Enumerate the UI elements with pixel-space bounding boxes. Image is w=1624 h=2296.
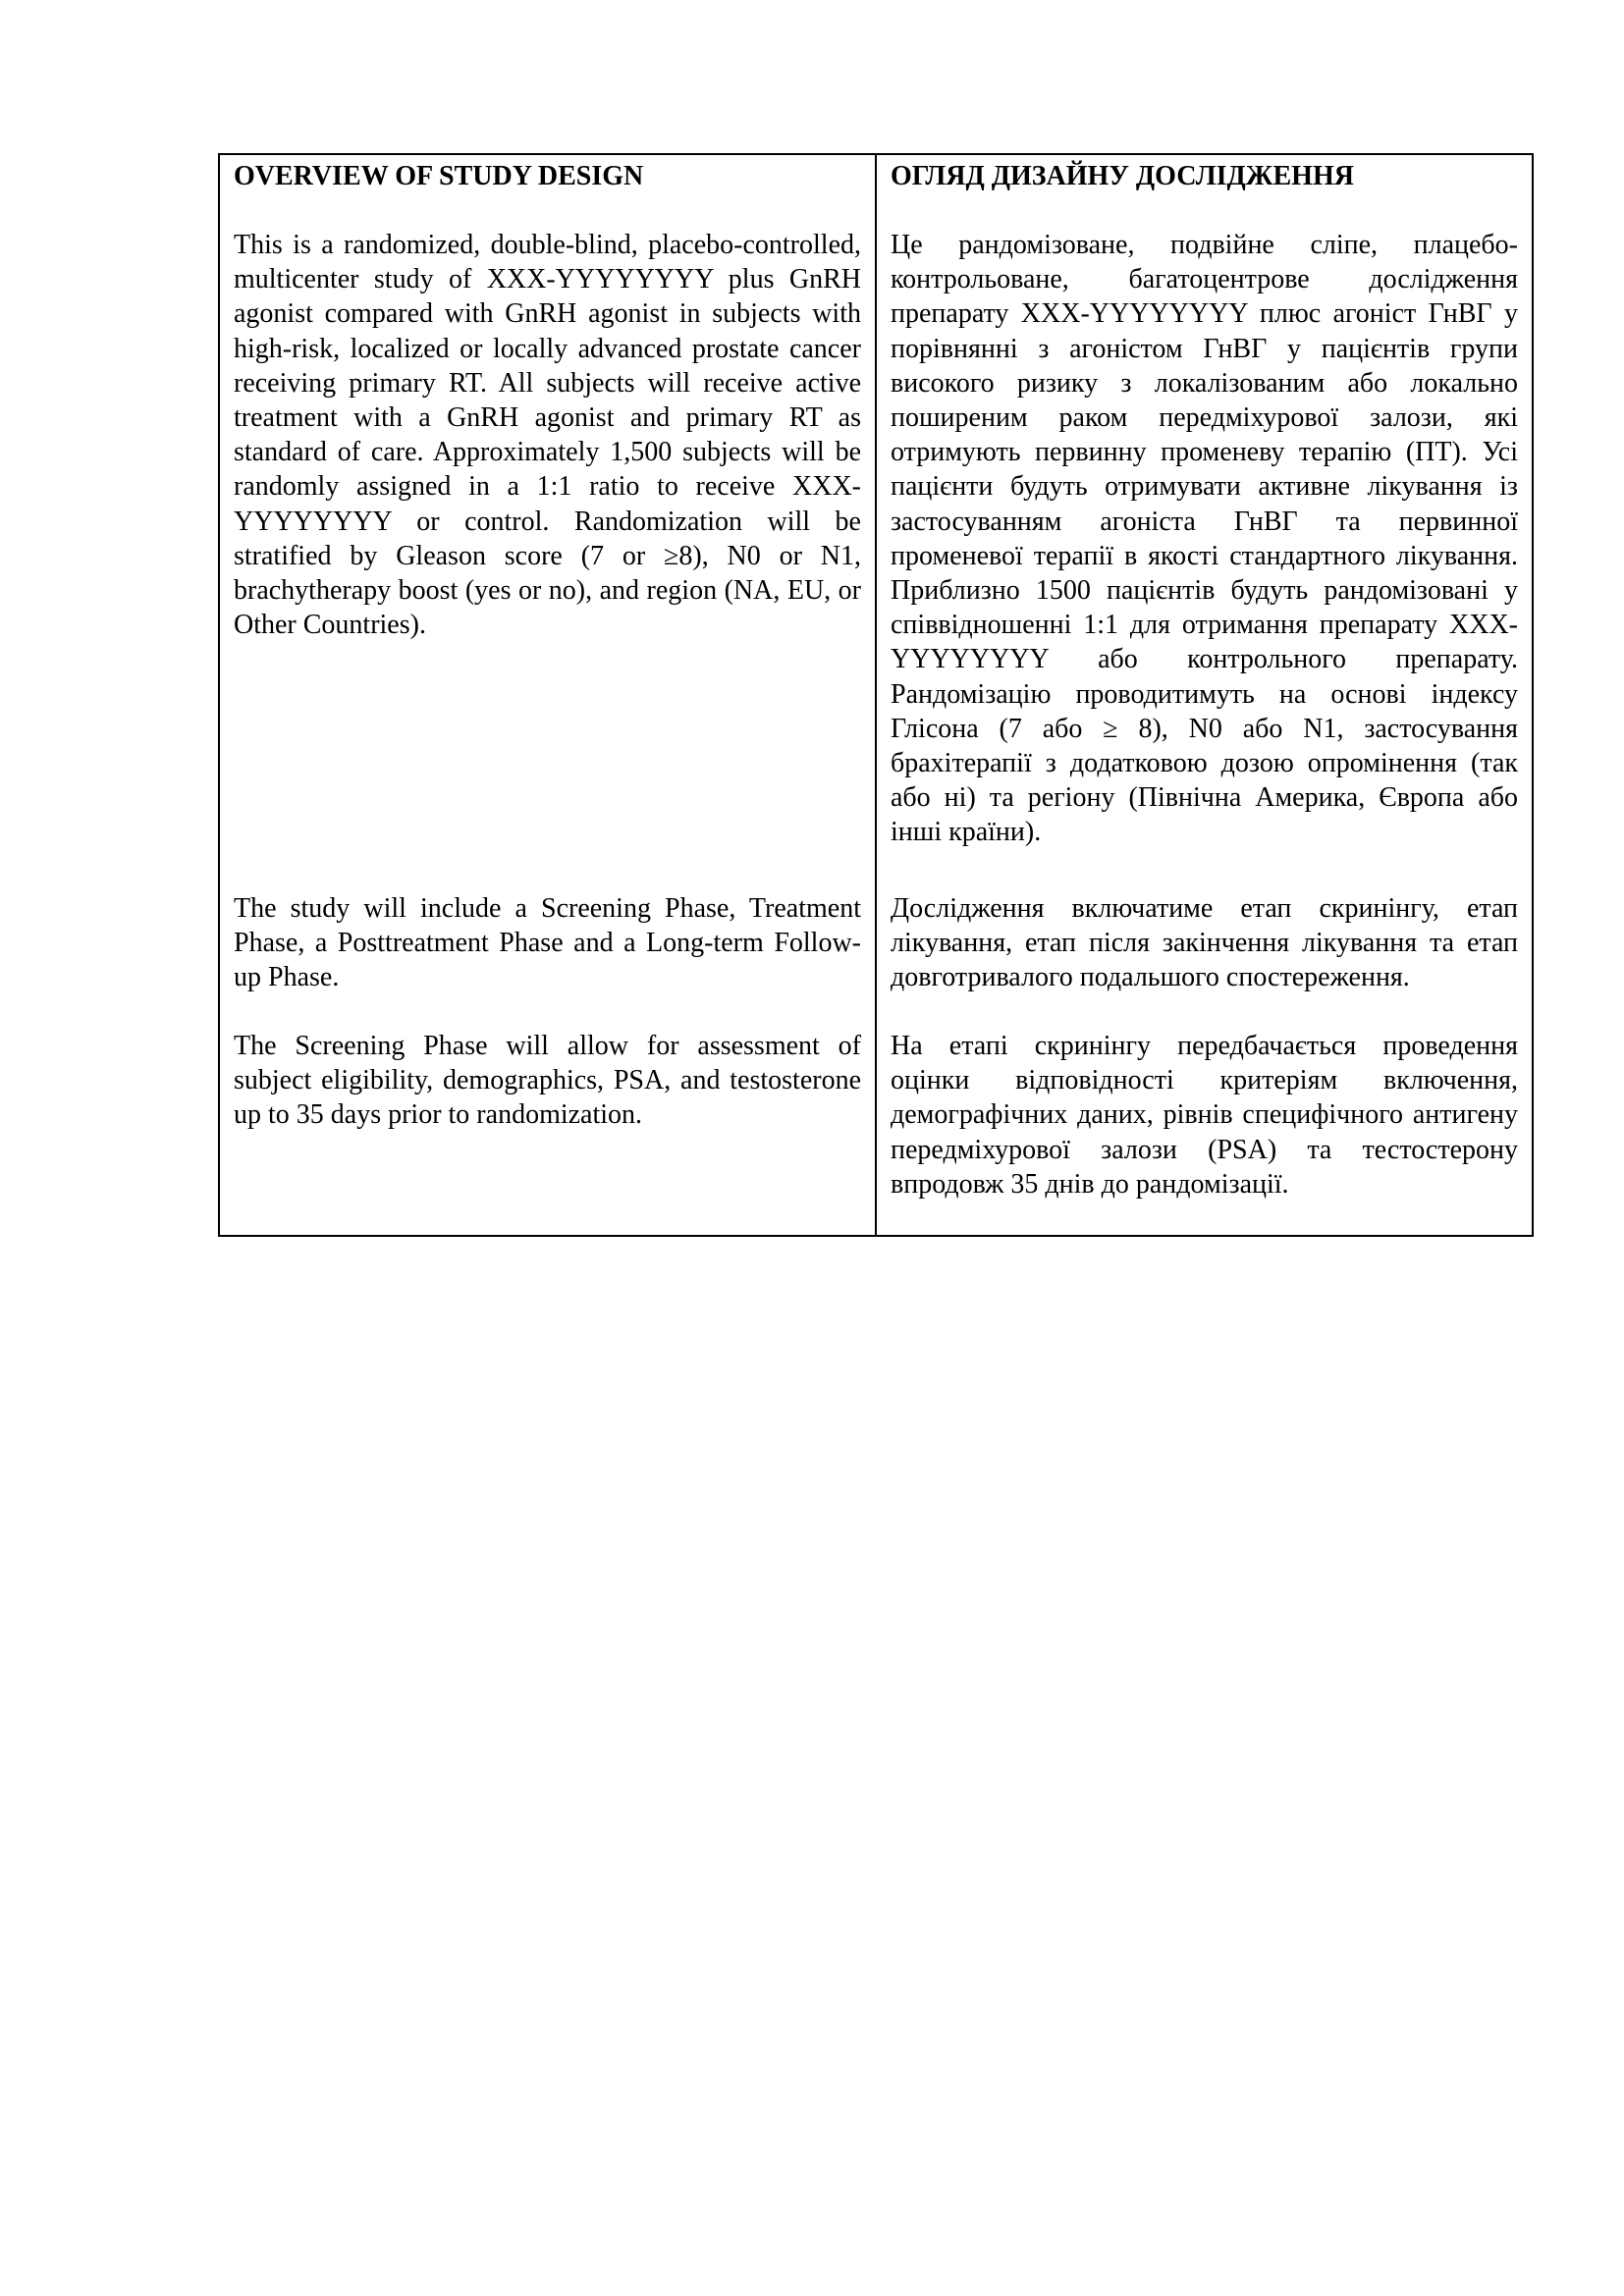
english-column [219, 154, 876, 1236]
english-paragraph-design: This is a randomized, double-blind, placebo-controlled, multicenter study of XXX-YYYYYYYY plus GnRH agonist compared with GnRH agonist in subjects with high-risk, localized or locally advanced prostate cancer receiving primary RT. All subjects will receive active treatment with a GnRH agonist and primary RT as standard of care. Approximately 1,500 subjects will be randomly assigned in a 1:1 ratio to receive XXX-YYYYYYYY or control. Randomization will be stratified by Gleason score (7 or ≥8), N0 or N1, brachytherapy boost (yes or no), and region (NA, EU, or Other Countries). [234, 230, 861, 641]
english-heading: OVERVIEW OF STUDY DESIGN [234, 161, 644, 191]
ukrainian-column [876, 154, 1533, 1236]
table-row [219, 154, 1533, 1236]
english-paragraph-screening: The Screening Phase will allow for assessment of subject eligibility, demographics, PSA, and testosterone up to 35 days prior to randomization. [234, 1031, 861, 1131]
ukrainian-paragraph-design: Це рандомізоване, подвійне сліпе, плацебо-контрольоване, багатоцентрове дослідження препарату XXX-YYYYYYYY плюс агоніст ГнВГ у порівнянні з агоністом ГнВГ у пацієнтів групи високого ризику з локалізованим або локально поширеним раком передміхурової залози, які отримують первинну променеву терапію (ПТ). Усі пацієнти будуть отримувати активне лікування із застосуванням агоніста ГнВГ та первинної променевої терапії в якості стандартного лікування. Приблизно 1500 пацієнтів будуть рандомізовані у співвідношенні 1:1 для отримання препарату XXX-YYYYYYYY або контрольного препарату. Рандомізацію проводитимуть на основі індексу Глісона (7 або ≥ 8), N0 або N1, застосування брахітерапії з додатковою дозою опромінення (так або ні) та регіону (Північна Америка, Європа або інші країни). [891, 230, 1518, 848]
bilingual-study-design-table [218, 153, 1534, 1237]
ukrainian-heading: ОГЛЯД ДИЗАЙНУ ДОСЛІДЖЕННЯ [891, 161, 1354, 191]
english-paragraph-phases: The study will include a Screening Phase, Treatment Phase, a Posttreatment Phase and a Long-term Follow-up Phase. [234, 893, 861, 993]
ukrainian-paragraph-screening: На етапі скринінгу передбачається проведення оцінки відповідності критеріям включення, демографічних даних, рівнів специфічного антигену передміхурової залози (PSA) та тестостерону впродовж 35 днів до рандомізації. [891, 1031, 1518, 1200]
ukrainian-paragraph-phases: Дослідження включатиме етап скринінгу, етап лікування, етап після закінчення лікування та етап довготривалого подальшого спостереження. [891, 893, 1518, 993]
